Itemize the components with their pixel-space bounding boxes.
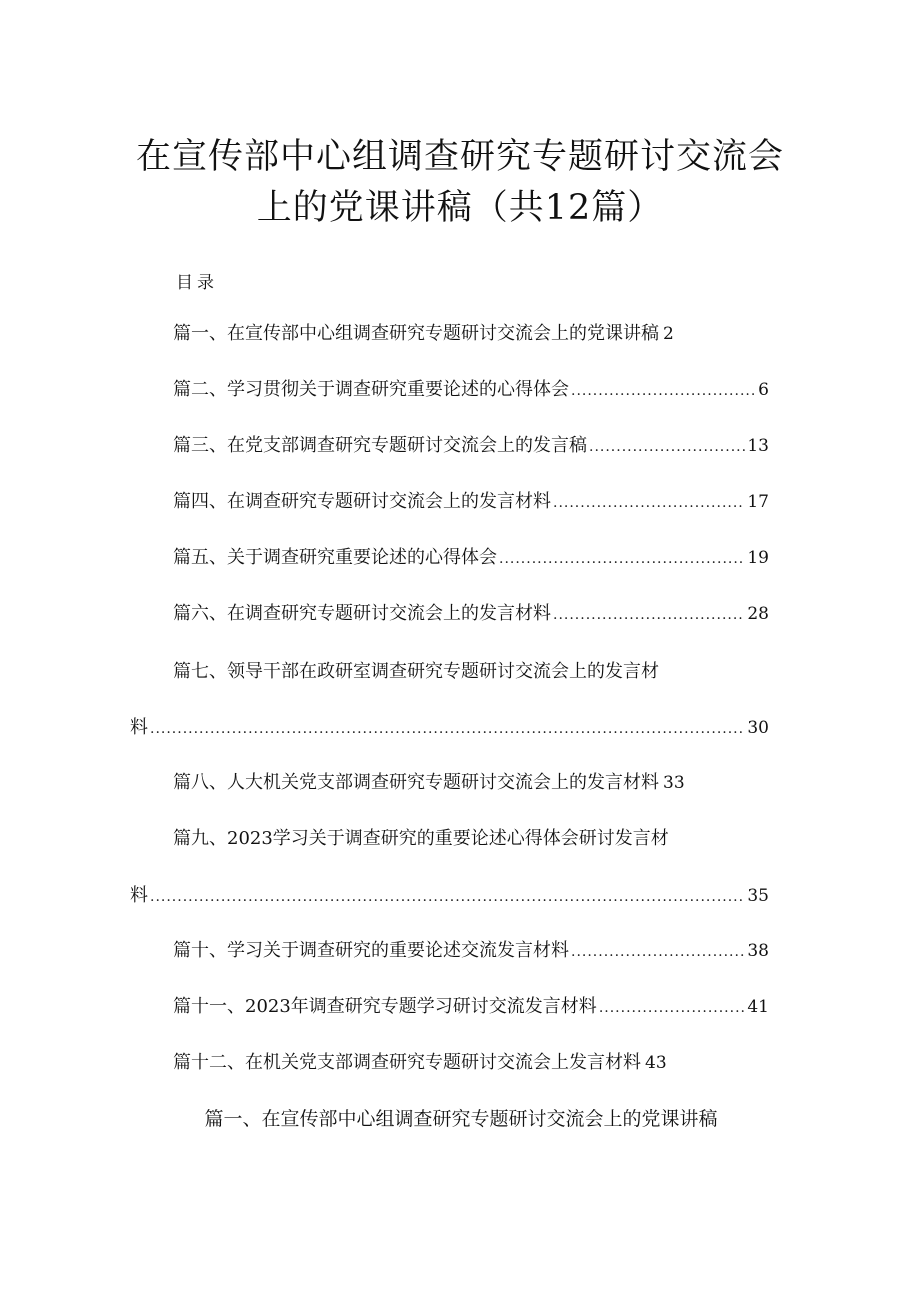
toc-entry-title: 篇十一、2023年调查研究专题学习研讨交流发言材料 xyxy=(173,996,597,1017)
document-title-line-2: 上的党课讲稿（共12篇） xyxy=(256,188,664,228)
toc-entry-title: 篇四、在调查研究专题研讨交流会上的发言材料 xyxy=(173,491,551,512)
document-title-line-1: 在宣传部中心组调查研究专题研讨交流会 xyxy=(135,137,784,177)
toc-leader-dots xyxy=(553,491,745,515)
toc-entry-3[interactable] xyxy=(173,434,769,459)
toc-entry-page: 41 xyxy=(747,997,769,1017)
toc-entry-title: 篇七、领导干部在政研室调查研究专题研讨交流会上的发言材 xyxy=(173,661,659,682)
toc-entry-title-continuation: 料 xyxy=(130,885,148,906)
toc-leader-dots xyxy=(150,885,745,909)
toc-entry-page: 33 xyxy=(663,773,685,793)
toc-entry-7-continuation[interactable] xyxy=(130,716,769,741)
toc-entry-page: 19 xyxy=(747,548,769,568)
toc-leader-dots xyxy=(599,996,746,1020)
toc-entry-2[interactable] xyxy=(173,378,769,403)
toc-entry-title: 篇十二、在机关党支部调查研究专题研讨交流会上发言材料 xyxy=(173,1052,641,1073)
toc-entry-6[interactable] xyxy=(173,602,769,627)
toc-entry-title: 篇二、学习贯彻关于调查研究重要论述的心得体会 xyxy=(173,379,569,400)
toc-leader-dots xyxy=(571,940,745,964)
toc-label: 目录 xyxy=(176,273,218,293)
toc-entry-9-continuation[interactable] xyxy=(130,884,769,909)
toc-entry-title: 篇一、在宣传部中心组调查研究专题研讨交流会上的党课讲稿 xyxy=(173,323,659,344)
toc-entry-title-continuation: 料 xyxy=(130,717,148,738)
toc-entry-5[interactable] xyxy=(173,546,769,571)
toc-entry-12[interactable] xyxy=(173,1051,667,1075)
toc-leader-dots xyxy=(589,435,745,459)
toc-entry-page: 6 xyxy=(758,380,769,400)
toc-entry-8[interactable] xyxy=(173,771,685,795)
toc-entry-page: 17 xyxy=(747,492,769,512)
toc-entry-10[interactable] xyxy=(173,939,769,964)
toc-entry-title: 篇三、在党支部调查研究专题研讨交流会上的发言稿 xyxy=(173,435,587,456)
toc-entry-4[interactable] xyxy=(173,490,769,515)
toc-leader-dots xyxy=(499,547,745,571)
toc-entry-page: 2 xyxy=(663,324,674,344)
toc-entry-title: 篇十、学习关于调查研究的重要论述交流发言材料 xyxy=(173,940,569,961)
toc-entry-9[interactable] xyxy=(173,827,669,851)
toc-leader-dots xyxy=(571,379,756,403)
toc-entry-1[interactable] xyxy=(173,322,674,346)
toc-entry-page: 28 xyxy=(747,604,769,624)
toc-leader-dots xyxy=(553,603,745,627)
toc-entry-page: 13 xyxy=(747,436,769,456)
toc-entry-7[interactable] xyxy=(173,660,659,684)
toc-entry-title: 篇九、2023学习关于调查研究的重要论述心得体会研讨发言材 xyxy=(173,828,669,849)
toc-entry-title: 篇六、在调查研究专题研讨交流会上的发言材料 xyxy=(173,603,551,624)
toc-entry-page: 38 xyxy=(747,941,769,961)
toc-entry-11[interactable] xyxy=(173,995,769,1020)
toc-entry-page: 35 xyxy=(747,886,769,906)
toc-entry-page: 30 xyxy=(747,718,769,738)
section-heading: 篇一、在宣传部中心组调查研究专题研讨交流会上的党课讲稿 xyxy=(204,1108,718,1130)
toc-entry-page: 43 xyxy=(645,1053,667,1073)
toc-entry-title: 篇五、关于调查研究重要论述的心得体会 xyxy=(173,547,497,568)
toc-entry-title: 篇八、人大机关党支部调查研究专题研讨交流会上的发言材料 xyxy=(173,772,659,793)
toc-leader-dots xyxy=(150,717,745,741)
